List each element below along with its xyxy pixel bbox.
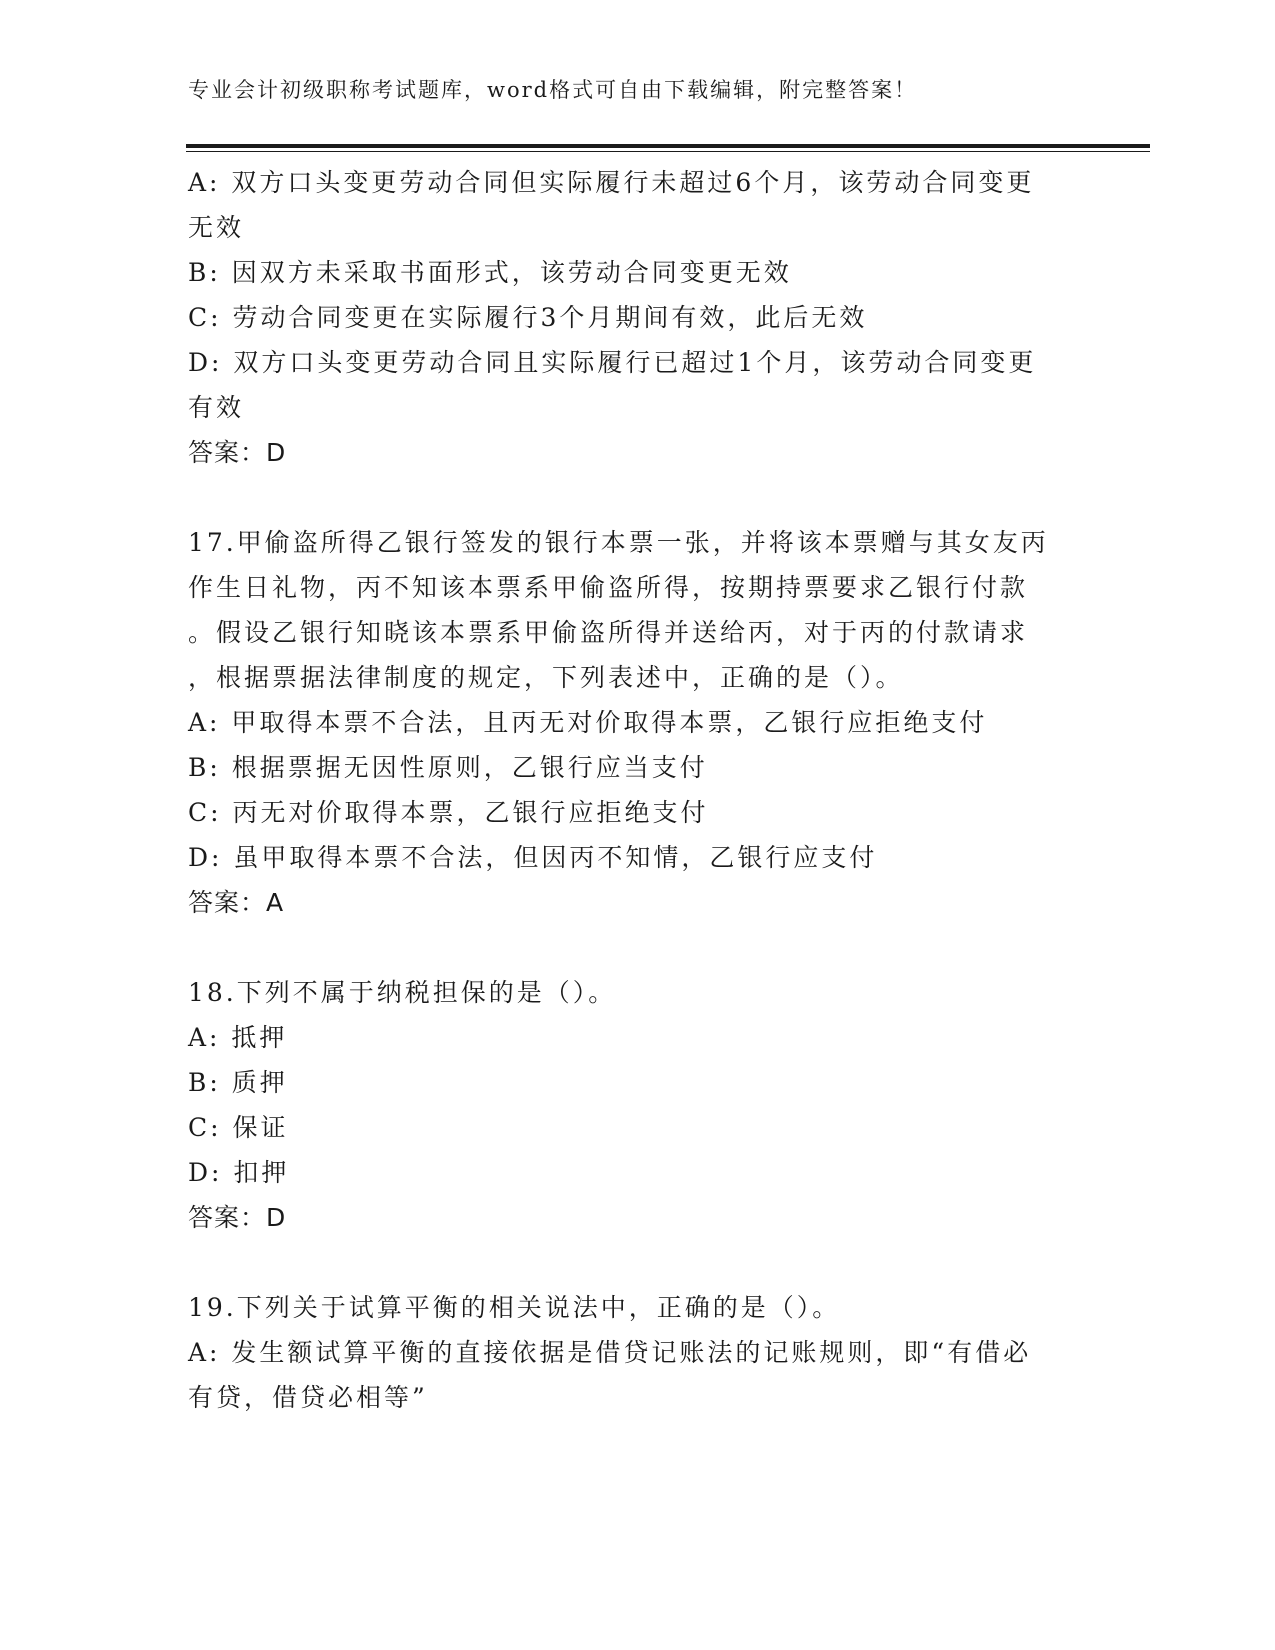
document-header: 专业会计初级职称考试题库，word格式可自由下载编辑，附完整答案！: [188, 78, 918, 102]
option-c: C: 保证: [188, 1113, 289, 1142]
option-b: B: 质押: [188, 1068, 288, 1097]
option-d: D: 虽甲取得本票不合法，但因丙不知情，乙银行应支付: [188, 843, 878, 872]
option-a: A: 甲取得本票不合法，且丙无对价取得本票，乙银行应拒绝支付: [188, 708, 988, 737]
option-c: C: 丙无对价取得本票，乙银行应拒绝支付: [188, 798, 709, 827]
question-19: [188, 1285, 1078, 1420]
question-stem: 17.甲偷盗所得乙银行签发的银行本票一张，并将该本票赠与其女友丙: [188, 528, 1049, 557]
header-rule-thick: [186, 144, 1150, 148]
question-16: [188, 160, 1078, 475]
question-stem: 18.下列不属于纳税担保的是（）。: [188, 978, 617, 1007]
answer: 答案：D: [188, 438, 287, 467]
spacer: [188, 475, 1078, 520]
question-17: [188, 520, 1078, 925]
question-content: [188, 160, 1078, 1420]
option-b: B: 根据票据无因性原则，乙银行应当支付: [188, 753, 708, 782]
question-stem-continued: 。假设乙银行知晓该本票系甲偷盗所得并送给丙，对于丙的付款请求: [188, 618, 1029, 647]
option-d: D: 双方口头变更劳动合同且实际履行已超过1个月，该劳动合同变更: [188, 348, 1037, 377]
option-d: D: 扣押: [188, 1158, 290, 1187]
option-a: A: 发生额试算平衡的直接依据是借贷记账法的记账规则，即“有借必: [188, 1338, 1032, 1367]
spacer: [188, 925, 1078, 970]
option-a-continued: 无效: [188, 213, 245, 242]
option-a-continued: 有贷，借贷必相等”: [188, 1383, 428, 1412]
question-stem-continued: ，根据票据法律制度的规定，下列表述中，正确的是（）。: [188, 663, 904, 692]
option-c: C: 劳动合同变更在实际履行3个月期间有效，此后无效: [188, 303, 868, 332]
answer: 答案：A: [188, 888, 285, 917]
answer: 答案：D: [188, 1203, 287, 1232]
header-rule-thin: [186, 151, 1150, 152]
option-b: B: 因双方未采取书面形式，该劳动合同变更无效: [188, 258, 792, 287]
question-18: [188, 970, 1078, 1240]
question-stem-continued: 作生日礼物，丙不知该本票系甲偷盗所得，按期持票要求乙银行付款: [188, 573, 1029, 602]
option-a: A: 双方口头变更劳动合同但实际履行未超过6个月，该劳动合同变更: [188, 168, 1035, 197]
spacer: [188, 1240, 1078, 1285]
question-stem: 19.下列关于试算平衡的相关说法中，正确的是（）。: [188, 1293, 841, 1322]
option-d-continued: 有效: [188, 393, 245, 422]
option-a: A: 抵押: [188, 1023, 288, 1052]
